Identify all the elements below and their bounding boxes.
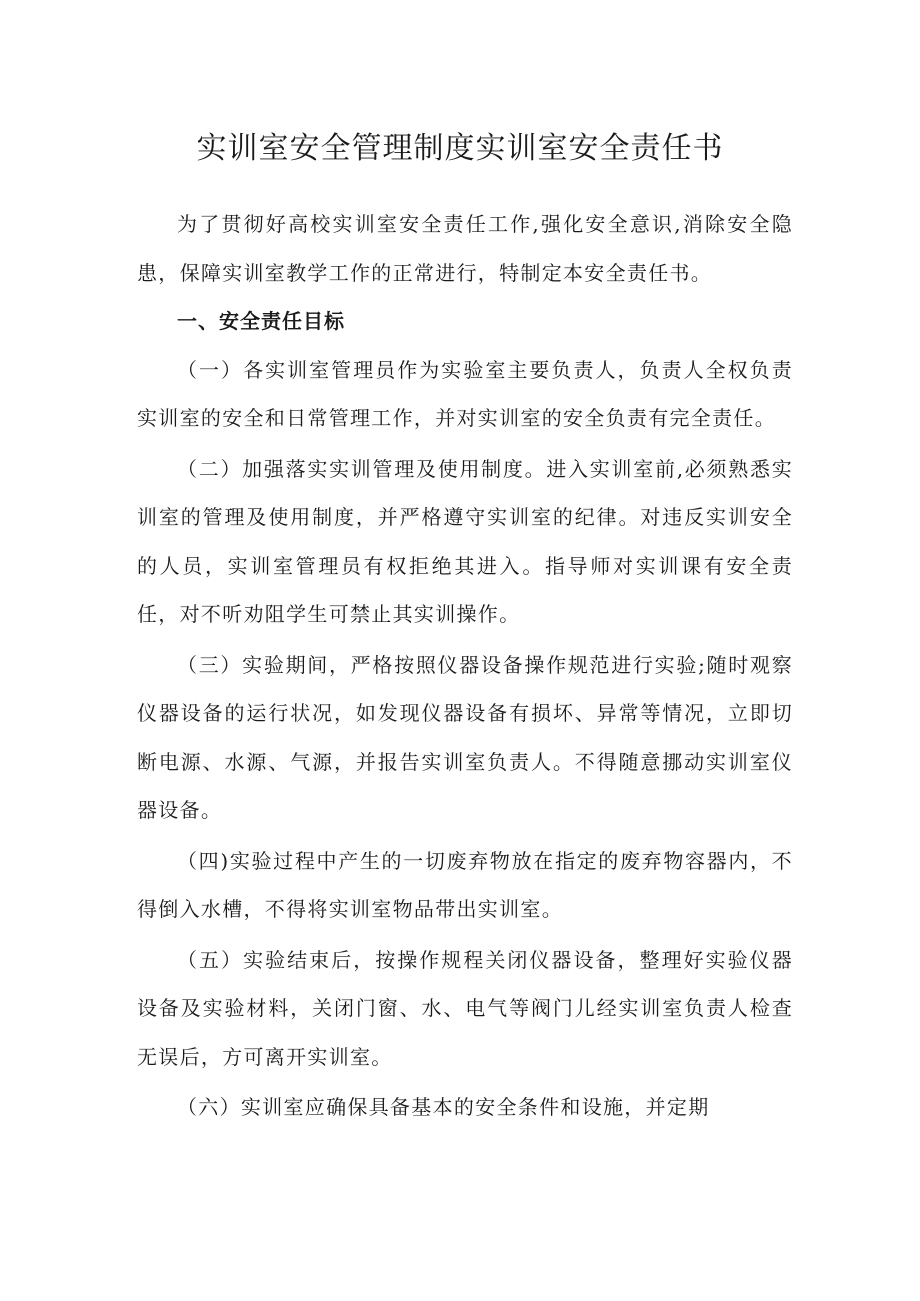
intro-paragraph: 为了贯彻好高校实训室安全责任工作,强化安全意识,消除安全隐患，保障实训室教学工作的正常进行，特制定本安全责任书。 bbox=[137, 212, 793, 285]
paragraph-2: （二）加强落实实训管理及使用制度。进入实训室前,必须熟悉实训室的管理及使用制度，并严格遵守实训室的纪律。对违反实训安全的人员，实训室管理员有权拒绝其进入。指导师对实训课有安全责任，对不听劝阻学生可禁止其实训操作。 bbox=[137, 456, 793, 626]
document-title: 实训室安全管理制度实训室安全责任书 bbox=[196, 131, 724, 166]
paragraph-6: （六）实训室应确保具备基本的安全条件和设施，并定期 bbox=[177, 1095, 710, 1119]
document-body bbox=[137, 200, 793, 1132]
paragraph-4: （四)实验过程中产生的一切废弃物放在指定的废弃物容器内，不得倒入水槽，不得将实训室物品带出实训室。 bbox=[137, 848, 793, 921]
section-heading: 一、安全责任目标 bbox=[177, 309, 345, 333]
paragraph-3: （三）实验期间，严格按照仪器设备操作规范进行实验;随时观察仪器设备的运行状况，如发现仪器设备有损坏、异常等情况，立即切断电源、水源、气源，并报告实训室负责人。不得随意挪动实训室仪器设备。 bbox=[137, 652, 793, 822]
paragraph-1: （一）各实训室管理员作为实验室主要负责人，负责人全权负责实训室的安全和日常管理工作，并对实训室的安全负责有完全责任。 bbox=[137, 357, 793, 430]
paragraph-5: （五）实验结束后，按操作规程关闭仪器设备，整理好实验仪器设备及实验材料，关闭门窗、水、电气等阀门儿经实训室负责人检查无误后，方可离开实训室。 bbox=[137, 947, 793, 1069]
